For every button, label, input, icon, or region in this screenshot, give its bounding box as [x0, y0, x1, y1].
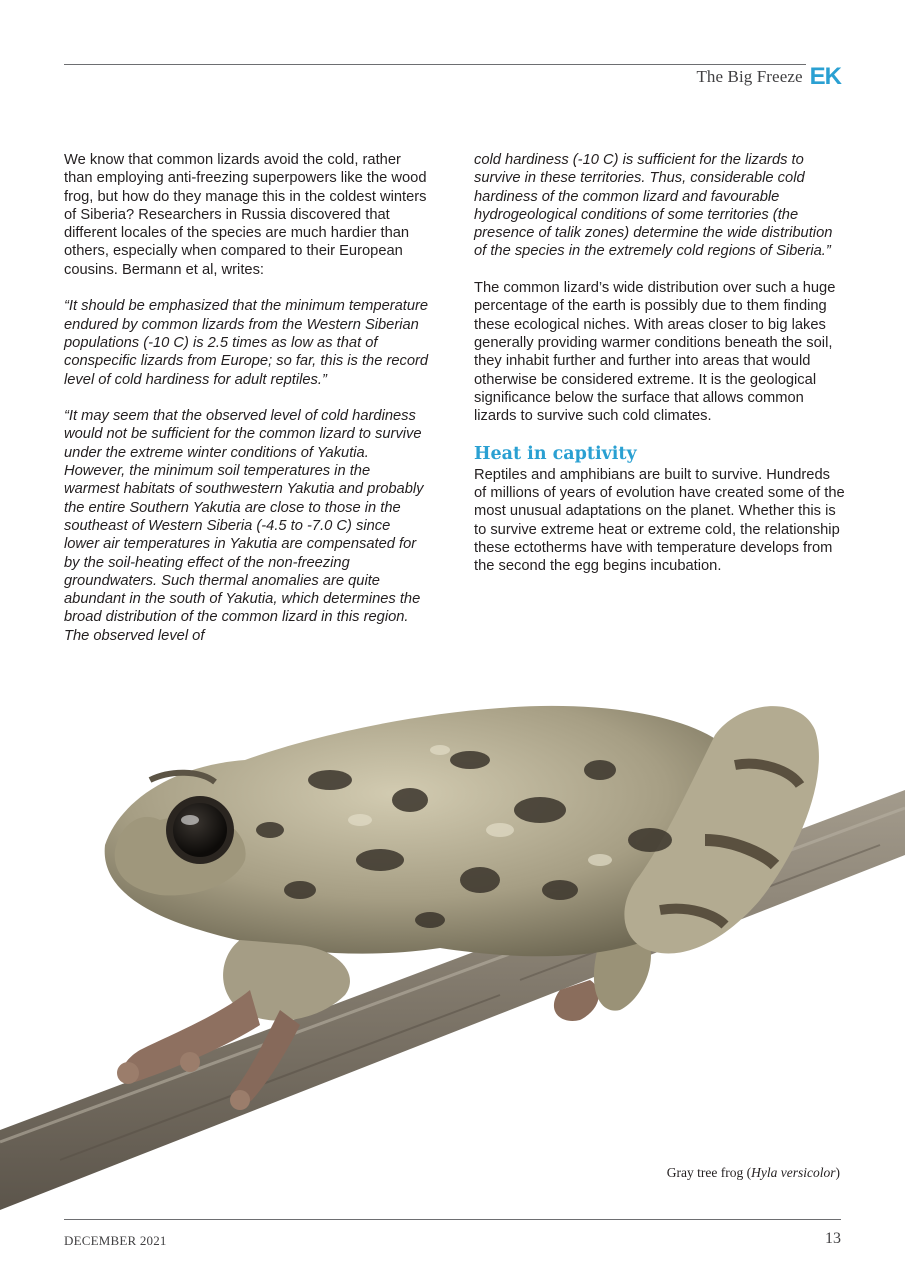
photo-caption: [667, 1165, 840, 1181]
gray-tree-frog-photo: [0, 690, 905, 1210]
intro-paragraph: We know that common lizards avoid the cold, rather than employing anti-freezing superpowers like the wood frog, but how do they manage this in the coldest winters of Siberia? Researchers in Russia discovered that different locales of the species are much hardier than others, especially when compared to their European cousins. Bermann et al, writes:: [64, 152, 427, 278]
running-head: [696, 62, 841, 92]
section-title: The Big Freeze: [696, 67, 803, 86]
issue-date: DECEMBER 2021: [64, 1233, 167, 1248]
article-column-right: [474, 151, 846, 594]
quote-paragraph-1: “It should be emphasized that the minimum temperature endured by common lizards from the Western Siberian populations (-10 C) is 2.5 times as low as that of conspecific lizards from Europe; so far, this is the record level of cold hardiness for adult reptiles.”: [64, 298, 429, 388]
captivity-paragraph: Reptiles and amphibians are built to survive. Hundreds of millions of years of evolution have created some of the most unusual adaptations on the planet. Whether this is to survive extreme heat or extreme cold, the relationship these ectotherms have with temperature develops from the second the egg begins incubation.: [474, 466, 845, 575]
quote-paragraph-2-start: “It may seem that the observed level of cold hardiness would not be sufficient for the common lizard to survive under the extreme winter conditions of Yakutia. However, the minimum soil temperatures in the warmest habitats of southwestern Yakutia and probably the entire Southern Yakutia are close to those in the southeast of Western Siberia (-4.5 to -7.0 C) since lower air temperatures in Yakutia are compensated for by the soil-heating effect of the non-freezing groundwaters. Such thermal anomalies are quite abundant in the south of Yakutia, which determines the broad distribution of the common lizard in this region. The observed level of: [64, 408, 424, 644]
caption-species: Hyla versicolor: [751, 1165, 836, 1180]
subheading-heat-in-captivity: Heat in captivity: [474, 443, 637, 464]
footer-rule: [64, 1219, 841, 1220]
magazine-logo: EK: [809, 63, 841, 90]
page-number: 13: [825, 1230, 841, 1247]
header-rule: [64, 64, 806, 65]
frog: [105, 706, 819, 1110]
caption-text: Gray tree frog (: [666, 1165, 752, 1180]
distribution-paragraph: The common lizard’s wide distribution over such a huge percentage of the earth is possibly due to them finding these ecological niches. With areas closer to big lakes generally providing warmer conditions beneath the soil, they inhabit further and further into areas that would otherwise be considered extreme. It is the geological significance below the surface that allows common lizards to survive such cold climates.: [474, 280, 836, 425]
article-column-left: [64, 151, 429, 663]
quote-paragraph-2-end: cold hardiness (-10 C) is sufficient for the lizards to survive in these territories. Thus, considerable cold hardiness of the common lizard and favourable hydrogeological conditions of some territories (the presence of talik zones) determine the wide distribution of the species in the extremely cold regions of Siberia.”: [474, 152, 833, 260]
caption-close: ): [835, 1165, 840, 1180]
